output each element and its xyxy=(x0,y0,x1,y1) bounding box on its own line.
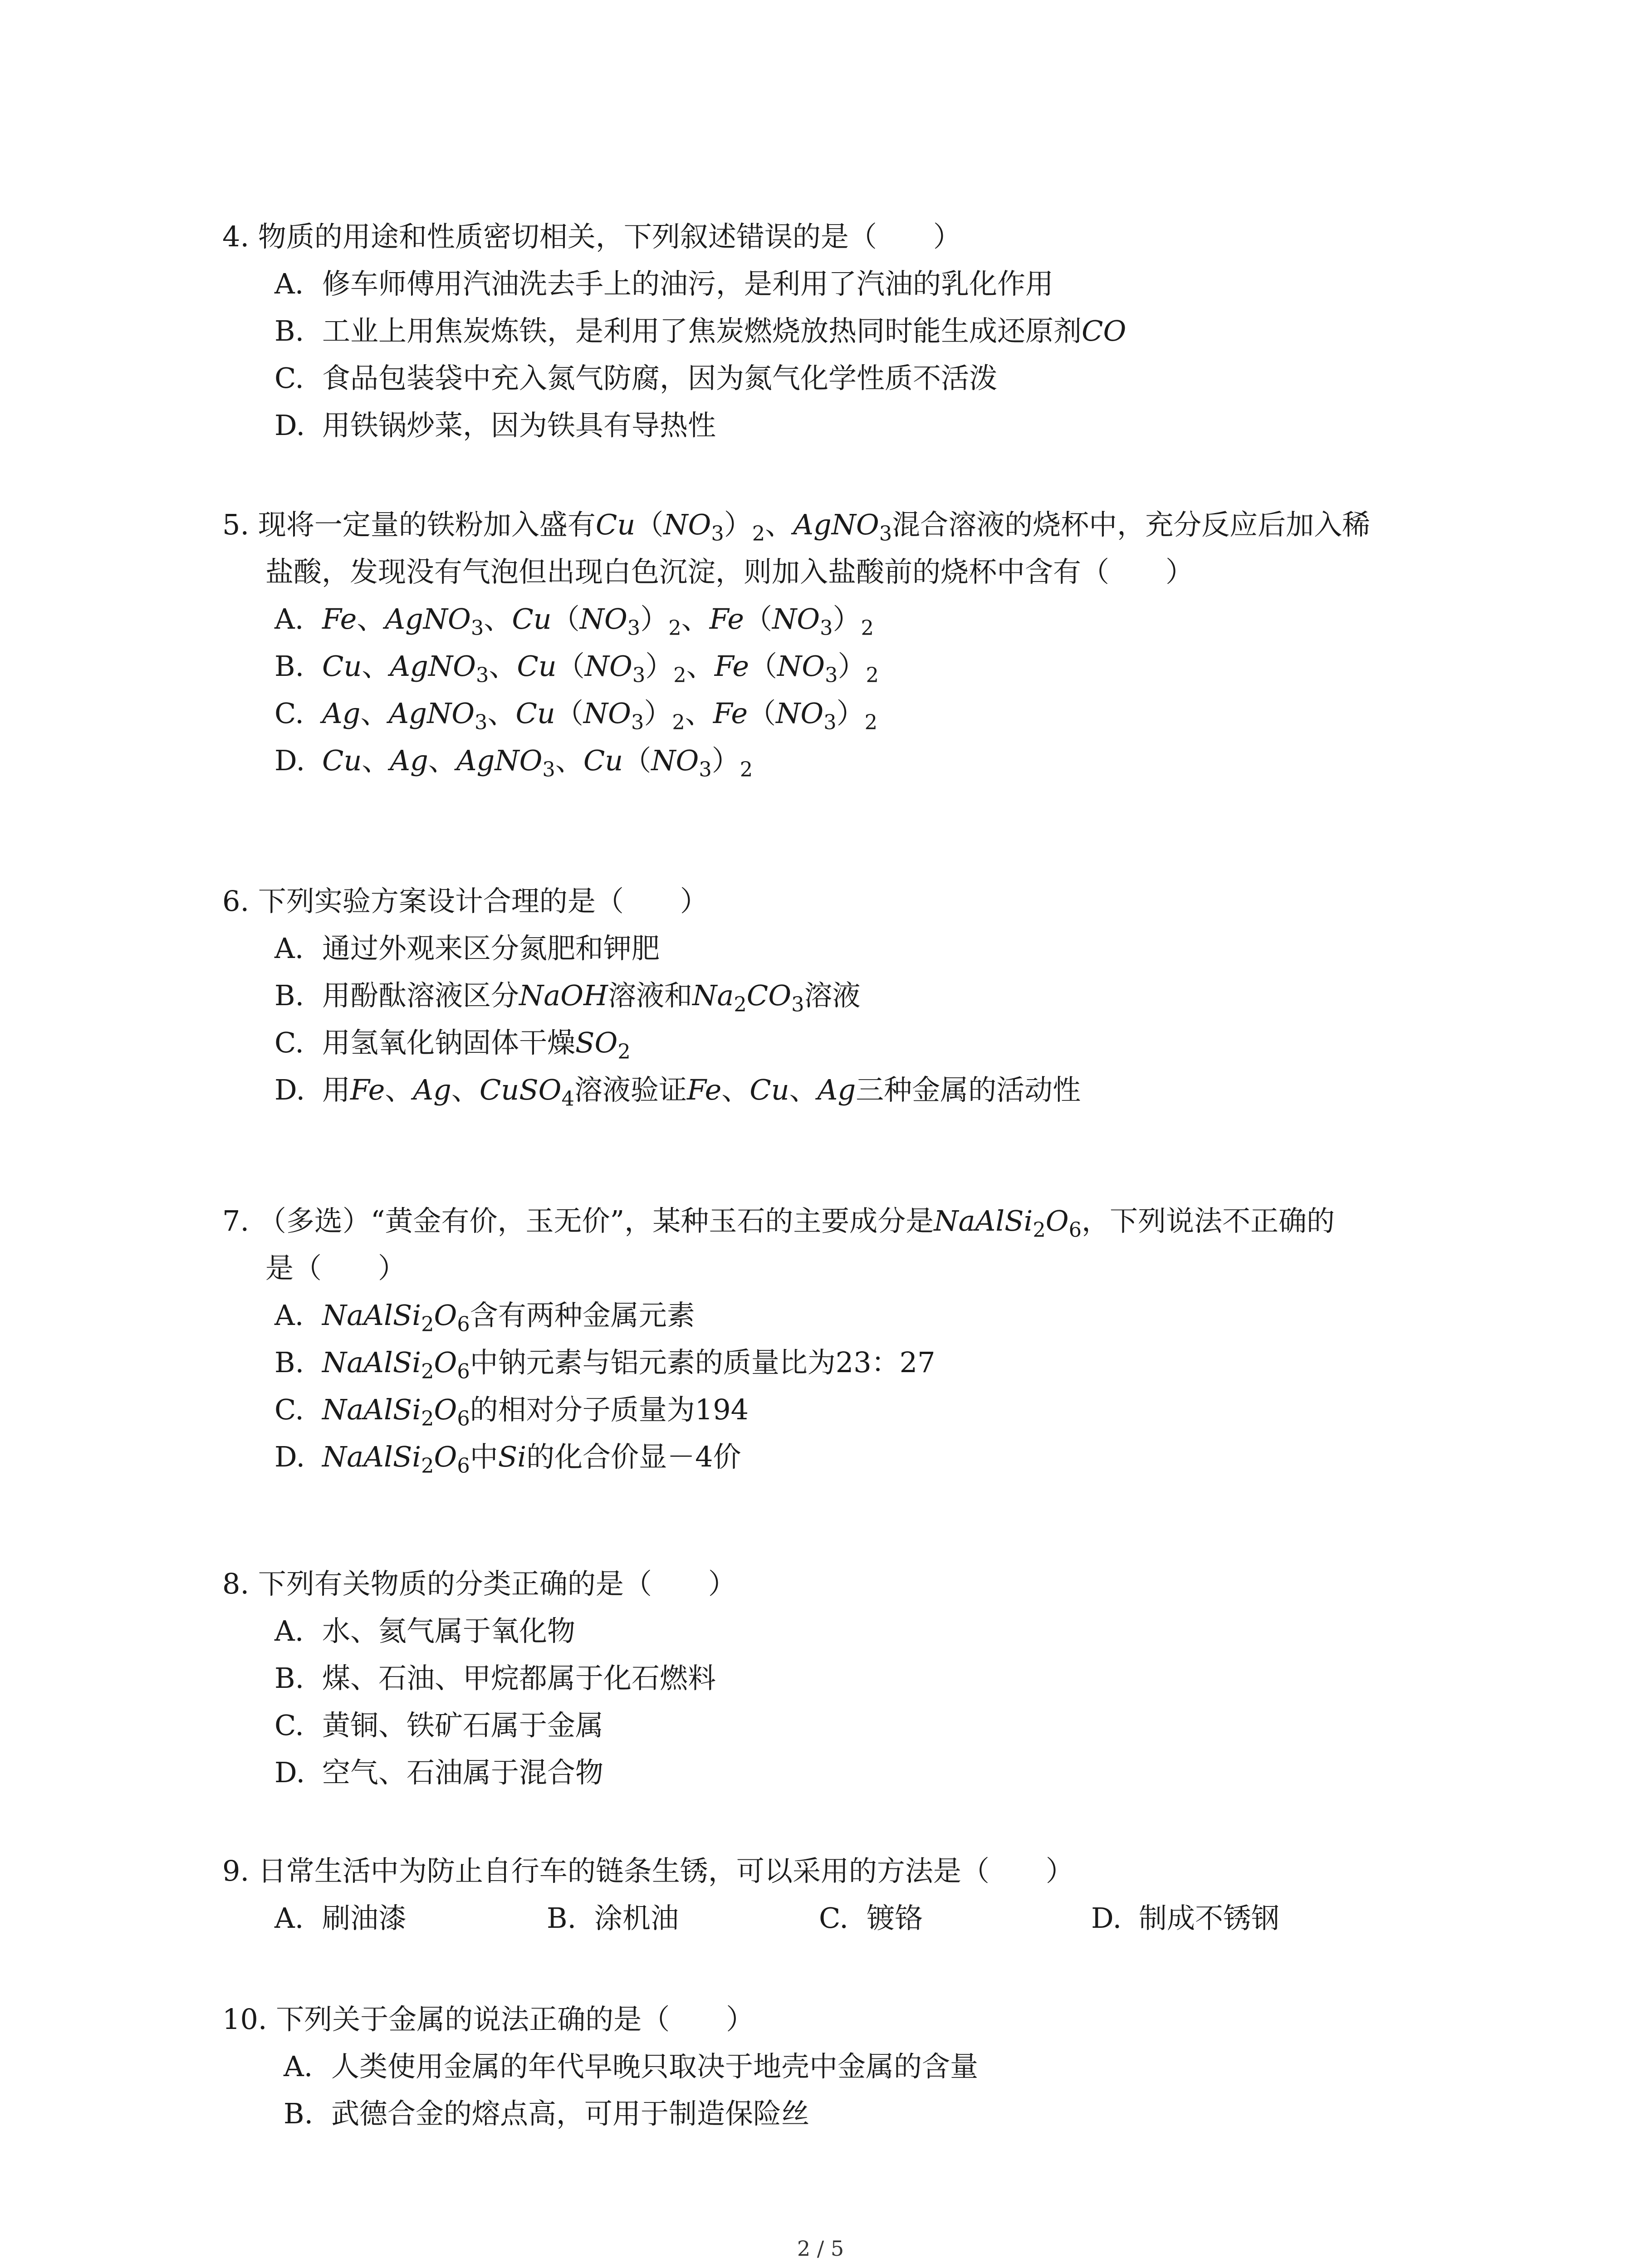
question-stem: 5. 现将一定量的铁粉加入盛有$Cu(NO_3)_2$、AgNO$_3$混合溶液的烧杯中，充分反应后加入稀 xyxy=(222,508,1371,546)
question-stem: 9. 日常生活中为防止自行车的链条生锈，可以采用的方法是（ ） xyxy=(222,1854,1074,1887)
question-stem: 4. 物质的用途和性质密切相关，下列叙述错误的是（ ） xyxy=(222,220,961,253)
option-a: A. $NaAlSi_2O_6$含有两种金属元素 xyxy=(274,1299,695,1336)
option-a: A. 人类使用金属的年代早晚只取决于地壳中金属的含量 xyxy=(284,2050,979,2083)
question-7 xyxy=(222,1198,1493,1481)
option-d: D. 空气、石油属于混合物 xyxy=(274,1756,604,1789)
option-b: B. $NaAlSi_2O_6$中钠元素与铝元素的质量比为23：27 xyxy=(274,1346,936,1383)
option-a: A. 修车师傅用汽油洗去手上的油污，是利用了汽油的乳化作用 xyxy=(274,267,1054,300)
page-number: 2 / 5 xyxy=(797,2236,844,2261)
question-stem-continued: 盐酸，发现没有气泡但出现白色沉淀，则加入盐酸前的烧杯中含有（ ） xyxy=(265,555,1194,588)
question-stem-continued: 是（ ） xyxy=(265,1251,407,1285)
option-a: A. 水、氦气属于氧化物 xyxy=(274,1614,576,1647)
option-b: B. Cu、AgNO$_3$、$Cu(NO_3)_2$、$Fe(NO_3)_2$ xyxy=(274,650,879,687)
option-d: D. 用铁锅炒菜，因为铁具有导热性 xyxy=(274,409,716,442)
option-b: B. 用酚酞溶液区分NaOH溶液和$Na_2CO_3$溶液 xyxy=(274,979,861,1017)
question-stem: 8. 下列有关物质的分类正确的是（ ） xyxy=(222,1567,736,1600)
question-6 xyxy=(222,878,1493,1114)
question-8 xyxy=(222,1560,1493,1796)
option-c: C. 镀铬 xyxy=(819,1901,923,1935)
option-a: A. 刷油漆 xyxy=(274,1901,407,1935)
option-c: C. Ag、AgNO$_3$、$Cu(NO_3)_2$、$Fe(NO_3)_2$ xyxy=(274,697,878,734)
question-stem: 7. （多选）“黄金有价，玉无价”，某种玉石的主要成分是$NaAlSi_2O_6$，下列说法不正确的 xyxy=(222,1204,1335,1242)
option-d: D. 用Fe、Ag、CuSO$_4$溶液验证Fe、Cu、Ag三种金属的活动性 xyxy=(274,1073,1081,1111)
question-9 xyxy=(222,1848,1493,1942)
option-a: A. Fe、AgNO$_3$、$Cu(NO_3)_2$、$Fe(NO_3)_2$ xyxy=(274,602,874,640)
option-d: D. 制成不锈钢 xyxy=(1091,1901,1280,1935)
option-d: D. $NaAlSi_2O_6$中Si的化合价显－4价 xyxy=(274,1440,741,1478)
option-d: D. Cu、Ag、AgNO$_3$、$Cu(NO_3)_2$ xyxy=(274,744,753,782)
option-b: B. 煤、石油、甲烷都属于化石燃料 xyxy=(274,1662,716,1695)
question-5 xyxy=(222,501,1493,784)
option-a: A. 通过外观来区分氮肥和钾肥 xyxy=(274,932,660,965)
question-stem: 10. 下列关于金属的说法正确的是（ ） xyxy=(222,2003,754,2036)
question-10 xyxy=(222,1996,1493,2137)
option-b: B. 涂机油 xyxy=(547,1901,679,1935)
options-row xyxy=(222,1895,1493,1942)
option-c: C. $NaAlSi_2O_6$的相对分子质量为194 xyxy=(274,1393,749,1431)
option-c: C. 用氢氧化钠固体干燥$SO_2$ xyxy=(274,1026,631,1064)
option-b: B. 武德合金的熔点高，可用于制造保险丝 xyxy=(284,2097,810,2130)
question-stem: 6. 下列实验方案设计合理的是（ ） xyxy=(222,885,708,918)
option-c: C. 黄铜、铁矿石属于金属 xyxy=(274,1709,604,1742)
question-4 xyxy=(222,213,1493,449)
option-b: B. 工业上用焦炭炼铁，是利用了焦炭燃烧放热同时能生成还原剂CO xyxy=(274,314,1127,347)
option-c: C. 食品包装袋中充入氮气防腐，因为氮气化学性质不活泼 xyxy=(274,362,998,395)
